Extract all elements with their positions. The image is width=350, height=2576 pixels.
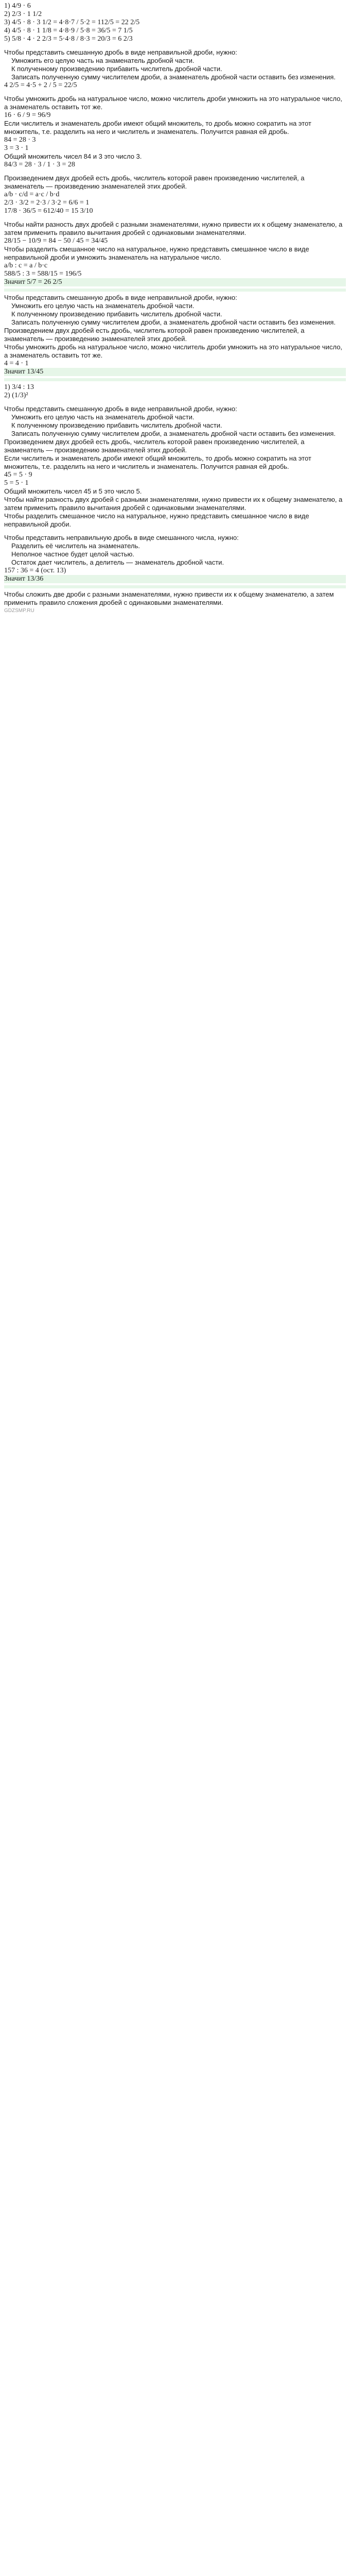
rule-step: Неполное частное будет целой частью. bbox=[11, 550, 134, 558]
rule-text: Чтобы представить смешанную дробь в виде неправильной дроби, нужно: bbox=[4, 48, 237, 56]
rule-step: К полученному произведению прибавить числитель дробной части. bbox=[11, 421, 222, 429]
rule-step: К полученному произведению прибавить числитель дробной части. bbox=[11, 310, 222, 318]
expression-line: 45 = 5 · 9 bbox=[4, 471, 32, 479]
rule-text: Чтобы представить неправильную дробь в виде смешанного числа, нужно: bbox=[4, 534, 239, 541]
expression-line: 1) 3/4 : 13 bbox=[4, 383, 34, 391]
expression-line: 3) 4/5 · 8 · 3 1/2 = 4·8·7 / 5·2 = 112/5 = 22 2/5 bbox=[4, 19, 140, 26]
rule-step: Остаток дает числитель, а делитель — знаменатель дробной части. bbox=[11, 558, 224, 566]
expression-line: 3 = 3 · 1 bbox=[4, 144, 29, 152]
rule-step: Умножить его целую часть на знаменатель дробной части. bbox=[11, 302, 195, 310]
rule-text: Чтобы разделить смешанное число на натуральное, нужно представить смешанное число в виде неправильной дроби. bbox=[4, 512, 309, 528]
rule-text: Если числитель и знаменатель дроби имеют общий множитель, то дробь можно сократить на этот множитель, т.е. разделить на него и числитель и знаменатель. Получится равная ей дробь. bbox=[4, 120, 311, 135]
expression-line: 4) 4/5 · 8 · 1 1/8 = 4·8·9 / 5·8 = 36/5 = 7 1/5 bbox=[4, 27, 133, 35]
rule-text: Чтобы найти разность двух дробей с разными знаменателями, нужно привести их к общему знаменателю, а затем применить правило вычитания дробей с одинаковыми знаменателями. bbox=[4, 221, 343, 236]
rule-text: Чтобы сложить две дроби с разными знаменателями, нужно привести их к общему знаменателю, а затем применить правило сложения дробей с одинаковыми знаменателями. bbox=[4, 590, 334, 606]
answer-line: Значит 13/45 bbox=[4, 368, 346, 376]
rule-text: Если числитель и знаменатель дроби имеют общий множитель, то дробь можно сократить на этот множитель, т.е. разделить на него и числитель и знаменатель. Получится равная ей дробь. bbox=[4, 454, 311, 470]
expression-line: 588/5 : 3 = 588/15 = 196/5 bbox=[4, 270, 82, 278]
section-divider bbox=[4, 378, 346, 381]
answer-line: Значит 5/7 = 26 2/5 bbox=[4, 278, 346, 286]
rule-text: Чтобы представить смешанную дробь в виде неправильной дроби, нужно: bbox=[4, 405, 237, 413]
expression-line: 5) 5/8 · 4 · 2 2/3 = 5·4·8 / 8·3 = 20/3 = 6 2/3 bbox=[4, 35, 133, 43]
rule-step: Записать полученную сумму числителем дроби, а знаменатель дробной части оставить без изменения. bbox=[11, 73, 336, 81]
rule-step: К полученному произведению прибавить числитель дробной части. bbox=[11, 65, 222, 73]
expression-line: 28/15 − 10/9 = 84 − 50 / 45 = 34/45 bbox=[4, 237, 108, 245]
expression-line: 2/3 · 3/2 = 2·3 / 3·2 = 6/6 = 1 bbox=[4, 199, 90, 207]
expression-line: 84 = 28 · 3 bbox=[4, 136, 36, 144]
expression-line: 4 = 4 · 1 bbox=[4, 360, 29, 367]
rule-step: Умножить его целую часть на знаменатель дробной части. bbox=[11, 413, 195, 421]
rule-text: Чтобы умножить дробь на натуральное число, можно числитель дроби умножить на это натуральное число, а знаменатель оставить тот же. bbox=[4, 343, 342, 359]
expression-line: 5 = 5 · 1 bbox=[4, 479, 29, 487]
rule-step: Записать полученную сумму числителем дроби, а знаменатель дробной части оставить без изменения. bbox=[11, 318, 336, 326]
expression-line: 2) 2/3 · 1 1/2 bbox=[4, 10, 42, 18]
rule-text: Произведением двух дробей есть дробь, числитель которой равен произведению числителей, а знаменатель — произведению знаменателей этих дробей. bbox=[4, 327, 305, 343]
rule-step: Умножить его целую часть на знаменатель дробной части. bbox=[11, 57, 195, 64]
rule-text: Чтобы разделить смешанное число на натуральное, нужно представить смешанное число в виде неправильной дроби и умножить знаменатель на натуральное число. bbox=[4, 245, 309, 261]
expression-line: 2) (1/3)² bbox=[4, 392, 28, 399]
rule-text: Чтобы умножить дробь на натуральное число, можно числитель дроби умножить на это натуральное число, а знаменатель оставить тот же. bbox=[4, 95, 342, 111]
formula-line: a/b : c = a / b·c bbox=[4, 262, 48, 269]
section-divider bbox=[4, 289, 346, 292]
expression-line: 157 : 36 = 4 (ост. 13) bbox=[4, 567, 66, 574]
rule-text: Чтобы найти разность двух дробей с разными знаменателями, нужно привести их к общему знаменателю, а затем применить правило вычитания дробей с одинаковыми знаменателями. bbox=[4, 496, 343, 512]
expression-line: 4 2/5 = 4·5 + 2 / 5 = 22/5 bbox=[4, 81, 77, 89]
rule-text: Общий множитель чисел 45 и 5 это число 5. bbox=[4, 487, 142, 495]
expression-line: 1) 4/9 · 6 bbox=[4, 2, 31, 10]
rule-text: Общий множитель чисел 84 и 3 это число 3. bbox=[4, 152, 142, 160]
expression-line: 84/3 = 28 · 3 / 1 · 3 = 28 bbox=[4, 161, 75, 168]
rule-text: Произведением двух дробей есть дробь, числитель которой равен произведению числителей, а знаменатель — произведению знаменателей этих дробей. bbox=[4, 438, 305, 454]
watermark: GDZSMP.RU bbox=[4, 608, 34, 614]
section-divider bbox=[4, 585, 346, 588]
expression-line: 16 · 6 / 9 = 96/9 bbox=[4, 111, 51, 119]
expression-line: 17/8 · 36/5 = 612/40 = 15 3/10 bbox=[4, 207, 93, 215]
answer-line: Значит 13/36 bbox=[4, 575, 346, 583]
rule-step: Разделить её числитель на знаменатель. bbox=[11, 542, 140, 550]
rule-text: Произведением двух дробей есть дробь, числитель которой равен произведению числителей, а знаменатель — произведению знаменателей этих дробей. bbox=[4, 174, 305, 190]
solution-document bbox=[0, 0, 350, 615]
rule-step: Записать полученную сумму числителем дроби, а знаменатель дробной части оставить без изменения. bbox=[11, 430, 336, 437]
formula-line: a/b · c/d = a·c / b·d bbox=[4, 191, 60, 198]
rule-text: Чтобы представить смешанную дробь в виде неправильной дроби, нужно: bbox=[4, 294, 237, 301]
